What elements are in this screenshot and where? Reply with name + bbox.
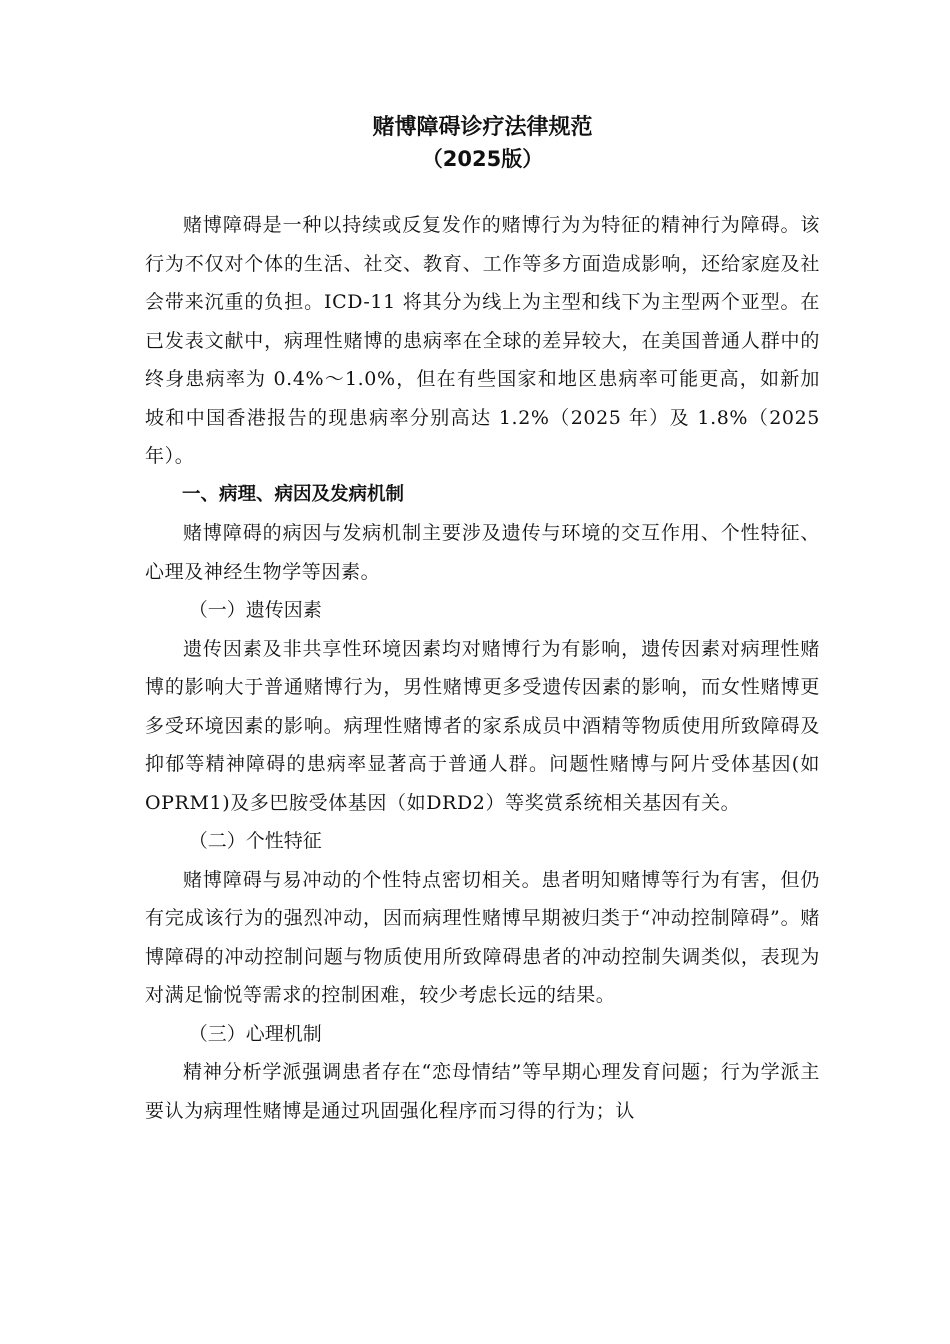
psychology-paragraph: 精神分析学派强调患者存在“恋母情结”等早期心理发育问题；行为学派主要认为病理性赌博是通过巩固强化程序而习得的行为；认 — [145, 1061, 820, 1122]
subheading-genetics: （一）遗传因素 — [188, 599, 322, 621]
document-subtitle: （2025版） — [421, 147, 544, 171]
section-intro-paragraph: 赌博障碍的病因与发病机制主要涉及遗传与环境的交互作用、个性特征、心理及神经生物学等因素。 — [145, 522, 820, 583]
genetics-paragraph: 遗传因素及非共享性环境因素均对赌博行为有影响，遗传因素对病理性赌博的影响大于普通赌博行为，男性赌博更多受遗传因素的影响，而女性赌博更多受环境因素的影响。病理性赌博者的家系成员中酒精等物质使用所致障碍及抑郁等精神障碍的患病率显著高于普通人群。问题性赌博与阿片受体基因(如OPRM1)及多巴胺受体基因（如DRD2）等奖赏系统相关基因有关。 — [145, 637, 820, 814]
document-title: 赌博障碍诊疗法律规范 — [372, 115, 593, 140]
subheading-psychology: （三）心理机制 — [188, 1022, 322, 1045]
personality-paragraph: 赌博障碍与易冲动的个性特点密切相关。患者明知赌博等行为有害，但仍有完成该行为的强烈冲动，因而病理性赌博早期被归类于“冲动控制障碍”。赌博障碍的冲动控制问题与物质使用所致障碍患者的冲动控制失调类似，表现为对满足愉悦等需求的控制困难，较少考虑长远的结果。 — [145, 868, 820, 1006]
document-page — [145, 112, 820, 1130]
subheading-personality: （二）个性特征 — [188, 830, 322, 852]
section-heading-pathology: 一、病理、病因及发病机制 — [182, 483, 405, 505]
intro-paragraph: 赌博障碍是一种以持续或反复发作的赌博行为为特征的精神行为障碍。该行为不仅对个体的生活、社交、教育、工作等多方面造成影响，还给家庭及社会带来沉重的负担。ICD-11 将其分为线上为主型和线下为主型两个亚型。在已发表文献中，病理性赌博的患病率在全球的差异较大，在美国普通人群中的终身患病率为 0.4%～1.0%，但在有些国家和地区患病率可能更高，如新加坡和中国香港报告的现患病率分别高达 1.2%（2025 年）及 1.8%（2025 年）。 — [145, 214, 820, 467]
